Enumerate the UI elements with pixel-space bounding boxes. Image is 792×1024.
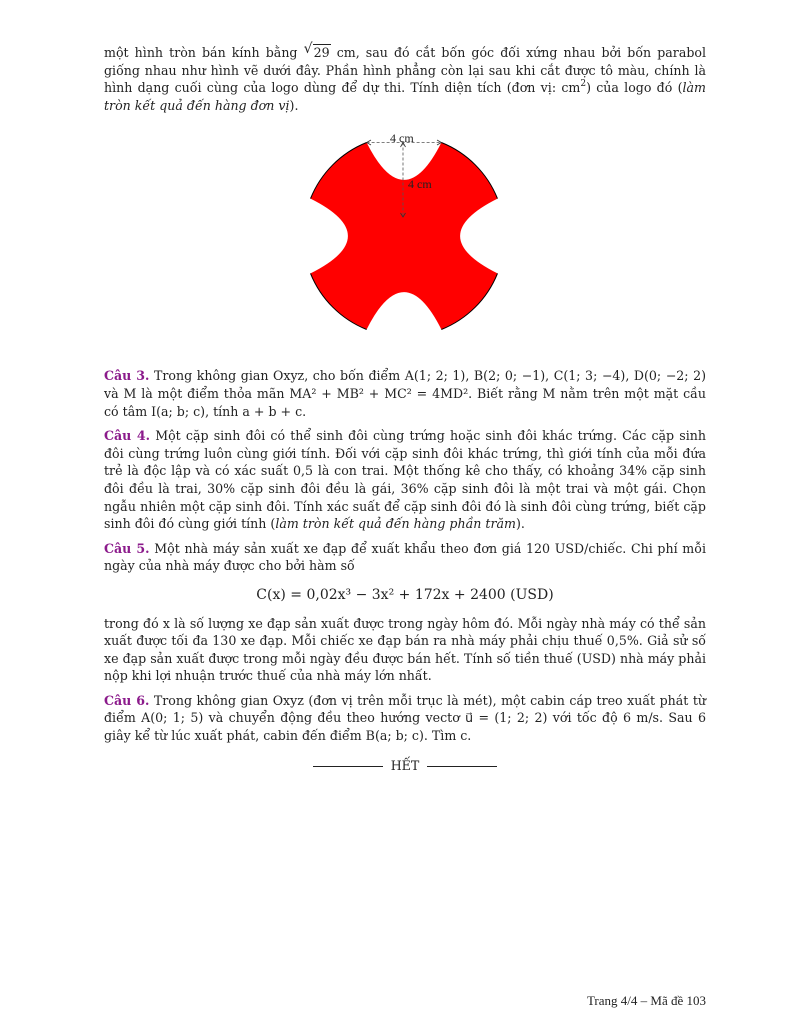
- end-marker: HẾT: [104, 757, 706, 775]
- question-label: Câu 6.: [104, 692, 150, 708]
- height-label: 4 cm: [408, 177, 432, 192]
- page-footer: Trang 4/4 – Mã đề 103: [586, 993, 706, 1008]
- end-rule-right: [427, 766, 497, 767]
- cross-logo-diagram: [300, 128, 510, 348]
- question-label: Câu 3.: [104, 368, 150, 384]
- end-rule-left: [313, 766, 383, 767]
- document-page: [104, 41, 706, 774]
- intro-paragraph: một hình tròn bán kính bằng √ 29 cm, sau đó cắt bốn góc đối xứng nhau bởi bốn parabol giống nhau như hình vẽ dưới đây. Phần hình phẳng còn lại sau khi cắt được tô màu, chính là hình dạng cuối cùng của logo dùng để dự thi. Tính diện tích (đơn vị: $cm^2$) của logo đó (làm tròn kết quả đến hàng đơn vị).: [104, 41, 706, 113]
- question-label: Câu 5.: [104, 540, 150, 556]
- sqrt-expression: √ 29: [303, 41, 330, 60]
- rounding-note: làm tròn kết quả đến hàng đơn vị: [104, 80, 706, 113]
- question-label: Câu 4.: [104, 428, 151, 444]
- width-label: 4 cm: [390, 131, 414, 146]
- question-3: Câu 3. Trong không gian Oxyz, cho bốn điểm A(1; 2; 1), B(2; 0; −1), C(1; 3; −4), D(0; −2; 2) và M là một điểm thỏa mãn MA² + MB² + MC² = 4MD². Biết rằng M nằm trên một mặt cầu có tâm I(a; b; c), tính a + b + c.: [104, 368, 706, 419]
- logo-shape: [311, 143, 498, 330]
- question-6: Câu 6. Trong không gian Oxyz (đơn vị trên mỗi trục là mét), một cabin cáp treo xuất phát từ điểm A(0; 1; 5) và chuyển động đều theo hướng vectơ u⃗ = (1; 2; 2) với tốc độ 6 m/s. Sau 6 giây kể từ lúc xuất phát, cabin đến điểm B(a; b; c). Tìm c.: [104, 692, 706, 744]
- question-4: Câu 4. Một cặp sinh đôi có thể sinh đôi cùng trứng hoặc sinh đôi khác trứng. Các cặp sinh đôi cùng trứng luôn cùng giới tính. Đối với cặp sinh đôi khác trứng, thì giới tính của mỗi đứa trẻ là độc lập và có xác suất 0,5 là con trai. Một thống kê cho thấy, có khoảng 34% cặp sinh đôi đều là trai, 30% cặp sinh đôi đều là gái, 36% cặp sinh đôi là một trai và một gái. Chọn ngẫu nhiên một cặp sinh đôi. Tính xác suất để cặp sinh đôi đó là sinh đôi cùng trứng, biết cặp sinh đôi đó cùng giới tính (làm tròn kết quả đến hàng phần trăm).: [104, 428, 706, 532]
- question-5: Câu 5. Một nhà máy sản xuất xe đạp để xuất khẩu theo đơn giá 120 USD/chiếc. Chi phí mỗi ngày của nhà máy được cho bởi hàm số: [104, 540, 706, 574]
- logo-figure: [104, 128, 706, 360]
- cost-function-formula: C(x) = 0,02x³ − 3x² + 172x + 2400 (USD): [256, 586, 554, 603]
- question-5-continued: trong đó x là số lượng xe đạp sản xuất được trong ngày hôm đó. Mỗi ngày nhà máy có thể sản xuất được tối đa 130 xe đạp. Mỗi chiếc xe đạp bán ra nhà máy phải chịu thuế 0,5%. Giả sử số xe đạp sản xuất được trong mỗi ngày đều được bán hết. Tính số tiền thuế (USD) nhà máy phải nộp khi lợi nhuận trước thuế của nhà máy lớn nhất.: [104, 615, 706, 684]
